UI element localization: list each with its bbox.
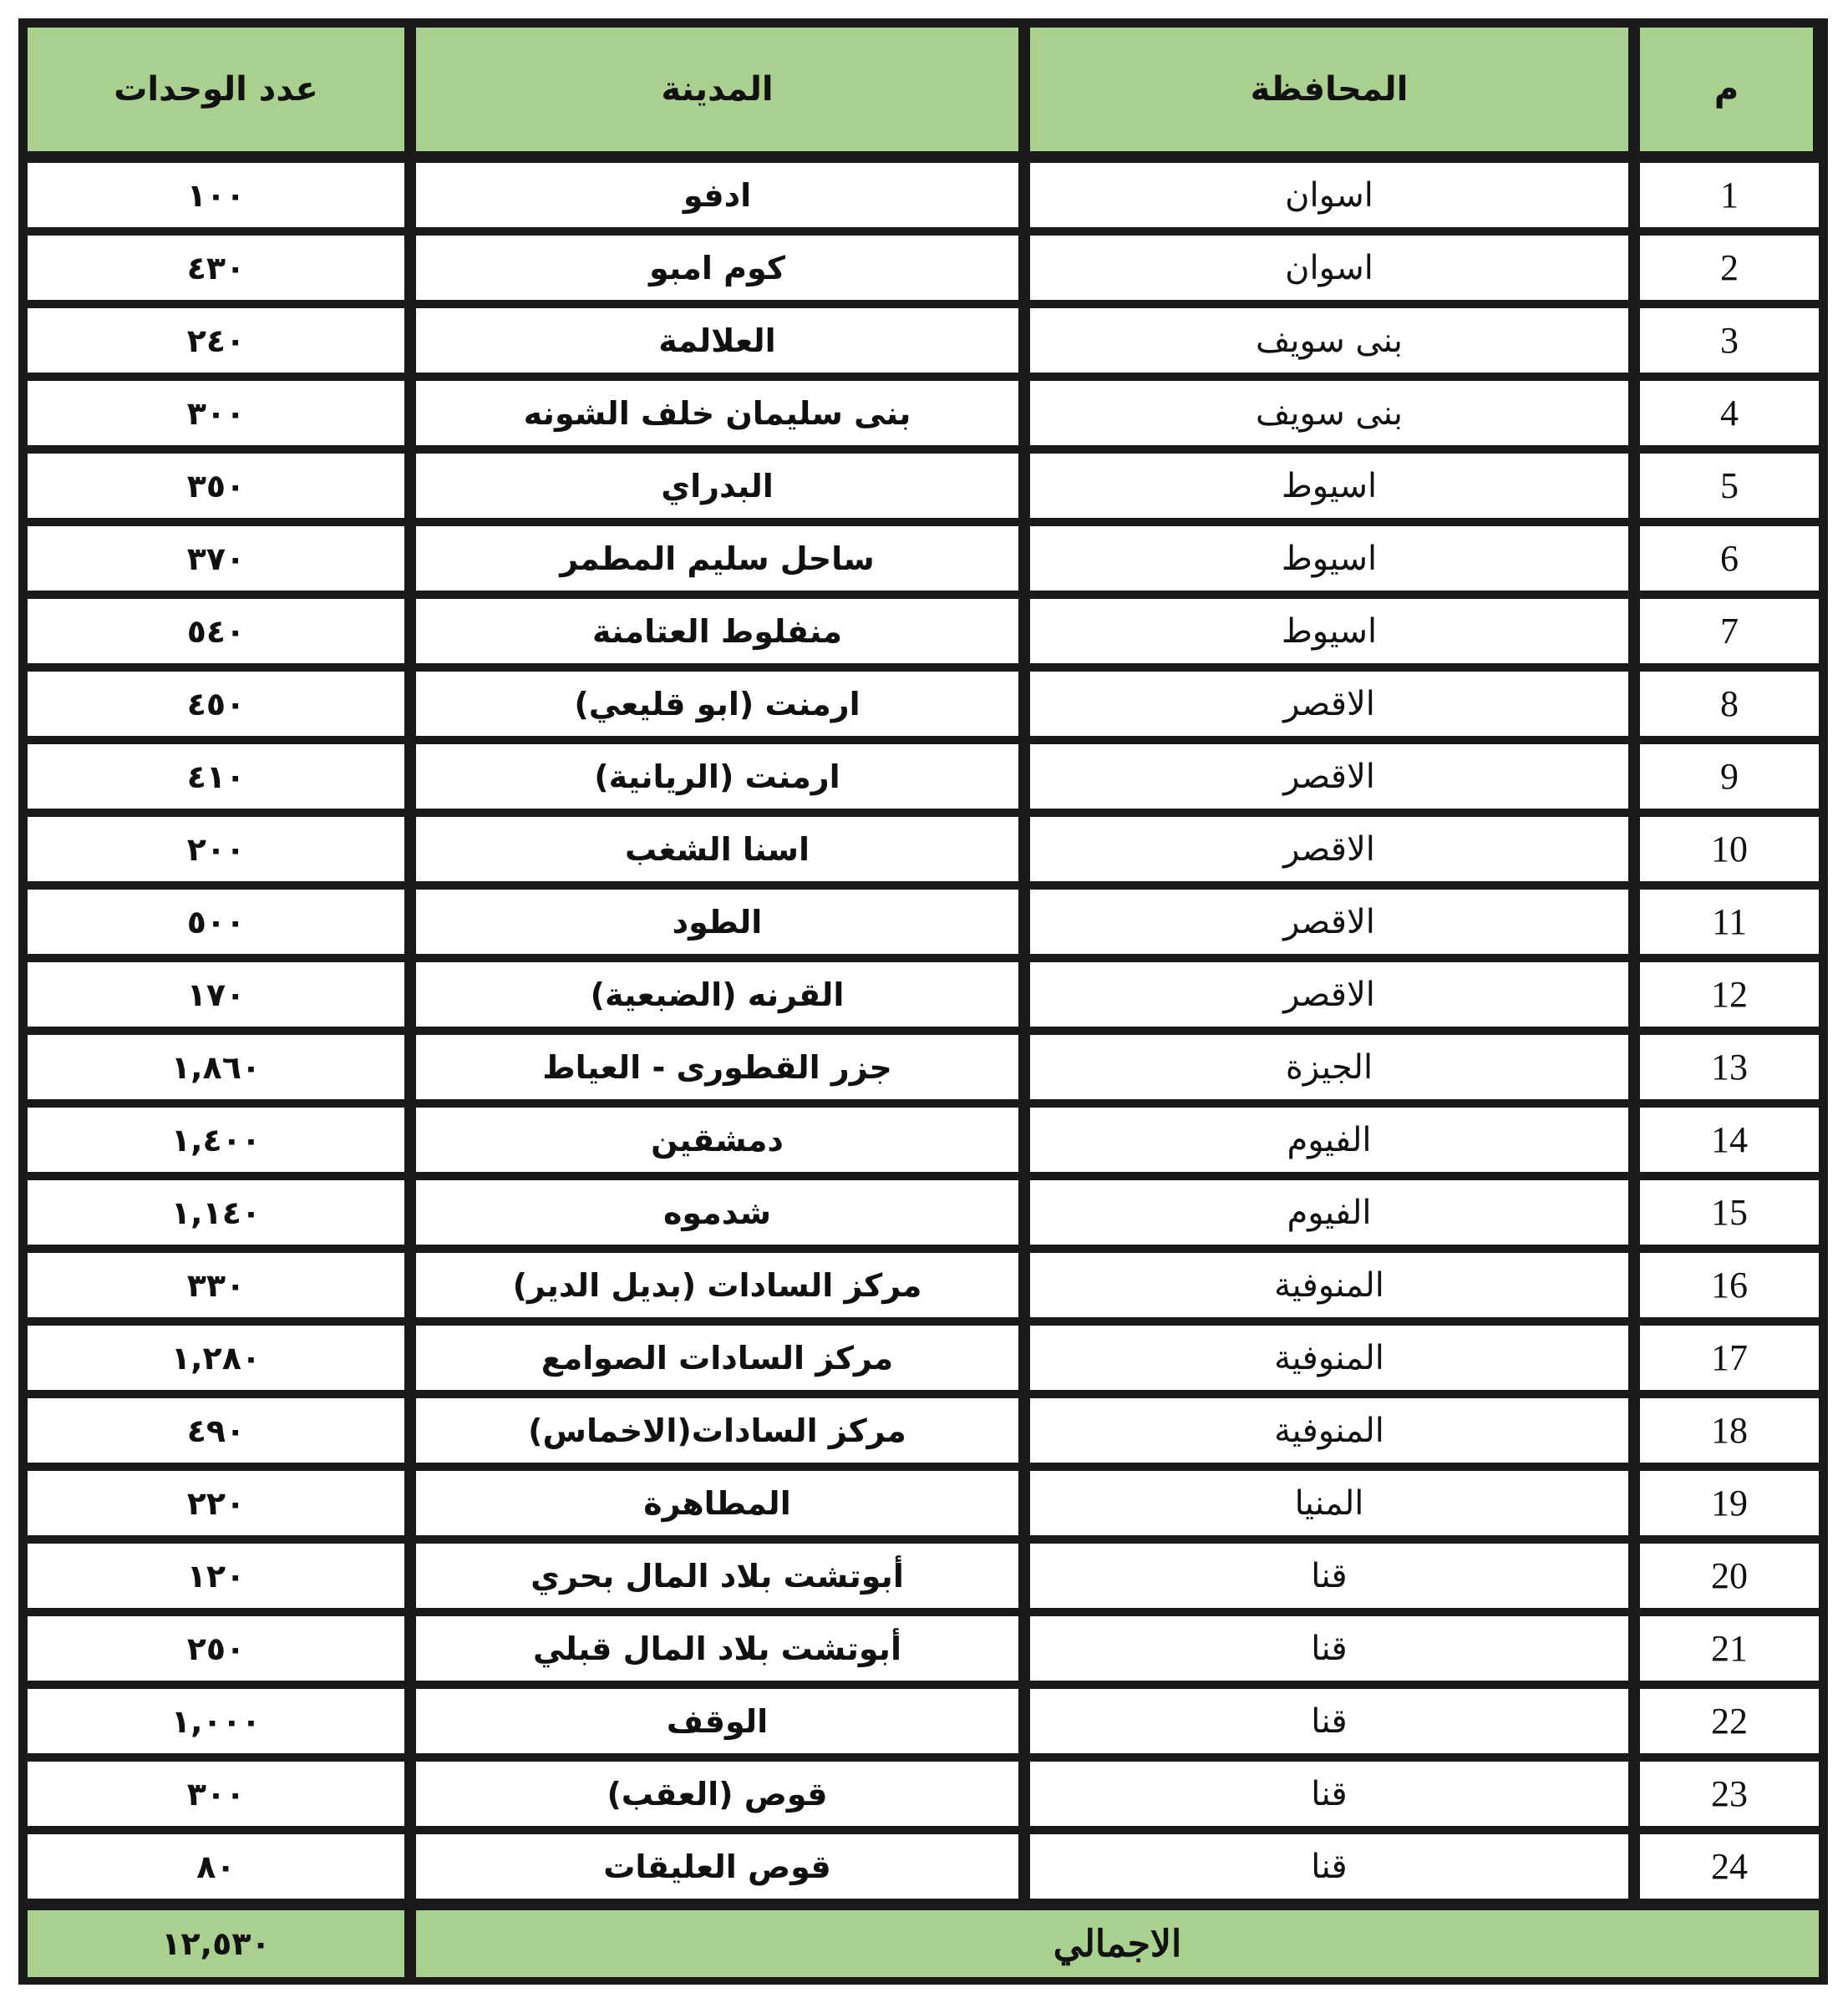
row-city: دمشقين (409, 1103, 1023, 1176)
table-row (23, 1176, 1823, 1249)
row-number: 13 (1632, 1031, 1823, 1103)
row-city: أبوتشت بلاد المال بحري (409, 1539, 1023, 1612)
row-city: شدموه (409, 1176, 1023, 1249)
table-row (23, 522, 1823, 595)
row-city: المطاهرة (409, 1467, 1023, 1539)
row-number: 8 (1632, 667, 1823, 740)
table-row (23, 1031, 1823, 1103)
row-units: ٤٥٠ (23, 667, 409, 740)
row-governorate: قنا (1023, 1830, 1632, 1903)
row-governorate: الفيوم (1023, 1176, 1632, 1249)
table-row (23, 159, 1823, 231)
row-governorate: الاقصر (1023, 885, 1632, 958)
row-number: 9 (1632, 740, 1823, 813)
row-city: منفلوط العتامنة (409, 595, 1023, 667)
document-table-frame (18, 18, 1828, 1985)
row-governorate: بنى سويف (1023, 377, 1632, 449)
table-row (23, 1321, 1823, 1394)
row-city: البدراي (409, 449, 1023, 522)
row-city: مركز السادات (بديل الدير) (409, 1249, 1023, 1321)
row-governorate: الاقصر (1023, 667, 1632, 740)
total-units: ١٢,٥٣٠ (23, 1903, 409, 1981)
row-number: 11 (1632, 885, 1823, 958)
row-units: ١,٤٠٠ (23, 1103, 409, 1176)
table-row (23, 958, 1823, 1031)
row-governorate: الجيزة (1023, 1031, 1632, 1103)
row-governorate: قنا (1023, 1685, 1632, 1757)
row-units: ١٢٠ (23, 1539, 409, 1612)
row-units: ١,٠٠٠ (23, 1685, 409, 1757)
row-units: ٢٤٠ (23, 304, 409, 377)
row-governorate: اسيوط (1023, 522, 1632, 595)
table-row (23, 1103, 1823, 1176)
row-units: ٤٣٠ (23, 231, 409, 304)
table-row (23, 304, 1823, 377)
row-number: 3 (1632, 304, 1823, 377)
total-row (23, 1903, 1823, 1981)
row-governorate: المنوفية (1023, 1394, 1632, 1467)
row-governorate: اسيوط (1023, 449, 1632, 522)
table-row (23, 885, 1823, 958)
row-units: ٤٩٠ (23, 1394, 409, 1467)
table-row (23, 1394, 1823, 1467)
row-units: ٣٧٠ (23, 522, 409, 595)
row-governorate: الاقصر (1023, 958, 1632, 1031)
row-city: ارمنت (ابو قليعي) (409, 667, 1023, 740)
row-city: كوم امبو (409, 231, 1023, 304)
row-city: قوص العليقات (409, 1830, 1023, 1903)
header-row (23, 23, 1823, 159)
row-units: ٢٢٠ (23, 1467, 409, 1539)
row-number: 17 (1632, 1321, 1823, 1394)
table-row (23, 1757, 1823, 1830)
row-number: 18 (1632, 1394, 1823, 1467)
row-city: الوقف (409, 1685, 1023, 1757)
row-governorate: قنا (1023, 1612, 1632, 1685)
row-city: ادفو (409, 159, 1023, 231)
table-row (23, 813, 1823, 885)
header-governorate: المحافظة (1023, 23, 1632, 159)
row-governorate: بنى سويف (1023, 304, 1632, 377)
table-row (23, 1249, 1823, 1321)
row-units: ٨٠ (23, 1830, 409, 1903)
row-number: 21 (1632, 1612, 1823, 1685)
table-row (23, 1539, 1823, 1612)
table-row (23, 595, 1823, 667)
row-number: 22 (1632, 1685, 1823, 1757)
table-row (23, 1830, 1823, 1903)
row-governorate: المنوفية (1023, 1321, 1632, 1394)
row-city: بنى سليمان خلف الشونه (409, 377, 1023, 449)
header-number: م (1632, 23, 1823, 159)
table-row (23, 1685, 1823, 1757)
row-units: ١,١٤٠ (23, 1176, 409, 1249)
row-governorate: اسيوط (1023, 595, 1632, 667)
row-units: ٣٣٠ (23, 1249, 409, 1321)
row-governorate: الاقصر (1023, 813, 1632, 885)
row-units: ٣٠٠ (23, 377, 409, 449)
row-units: ١,٨٦٠ (23, 1031, 409, 1103)
table-row (23, 1612, 1823, 1685)
table-row (23, 231, 1823, 304)
row-city: ساحل سليم المطمر (409, 522, 1023, 595)
row-city: قوص (العقب) (409, 1757, 1023, 1830)
total-label: الاجمالي (409, 1903, 1823, 1981)
row-number: 12 (1632, 958, 1823, 1031)
row-governorate: الاقصر (1023, 740, 1632, 813)
row-governorate: قنا (1023, 1757, 1632, 1830)
table-row (23, 1467, 1823, 1539)
row-number: 2 (1632, 231, 1823, 304)
row-number: 5 (1632, 449, 1823, 522)
row-number: 10 (1632, 813, 1823, 885)
row-units: ٥٠٠ (23, 885, 409, 958)
row-governorate: المنوفية (1023, 1249, 1632, 1321)
row-units: ٥٤٠ (23, 595, 409, 667)
row-units: ٢٥٠ (23, 1612, 409, 1685)
housing-units-table (23, 23, 1823, 1981)
row-number: 6 (1632, 522, 1823, 595)
table-row (23, 449, 1823, 522)
row-city: مركز السادات(الاخماس) (409, 1394, 1023, 1467)
row-governorate: المنيا (1023, 1467, 1632, 1539)
row-number: 1 (1632, 159, 1823, 231)
row-units: ٣٠٠ (23, 1757, 409, 1830)
row-number: 20 (1632, 1539, 1823, 1612)
table-row (23, 667, 1823, 740)
row-city: جزر القطورى - العياط (409, 1031, 1023, 1103)
row-governorate: اسوان (1023, 231, 1632, 304)
row-city: الطود (409, 885, 1023, 958)
row-units: ١,٢٨٠ (23, 1321, 409, 1394)
row-units: ٢٠٠ (23, 813, 409, 885)
row-city: أبوتشت بلاد المال قبلي (409, 1612, 1023, 1685)
row-number: 16 (1632, 1249, 1823, 1321)
row-city: اسنا الشغب (409, 813, 1023, 885)
row-city: القرنه (الضبعية) (409, 958, 1023, 1031)
header-city: المدينة (409, 23, 1023, 159)
table-row (23, 740, 1823, 813)
row-city: مركز السادات الصوامع (409, 1321, 1023, 1394)
row-units: ٣٥٠ (23, 449, 409, 522)
table-row (23, 377, 1823, 449)
row-number: 7 (1632, 595, 1823, 667)
row-number: 14 (1632, 1103, 1823, 1176)
row-number: 23 (1632, 1757, 1823, 1830)
row-governorate: اسوان (1023, 159, 1632, 231)
row-governorate: الفيوم (1023, 1103, 1632, 1176)
row-number: 19 (1632, 1467, 1823, 1539)
row-city: ارمنت (الريانية) (409, 740, 1023, 813)
row-number: 15 (1632, 1176, 1823, 1249)
row-units: ١٠٠ (23, 159, 409, 231)
row-units: ١٧٠ (23, 958, 409, 1031)
row-units: ٤١٠ (23, 740, 409, 813)
row-number: 24 (1632, 1830, 1823, 1903)
row-city: العلالمة (409, 304, 1023, 377)
header-units: عدد الوحدات (23, 23, 409, 159)
row-governorate: قنا (1023, 1539, 1632, 1612)
row-number: 4 (1632, 377, 1823, 449)
